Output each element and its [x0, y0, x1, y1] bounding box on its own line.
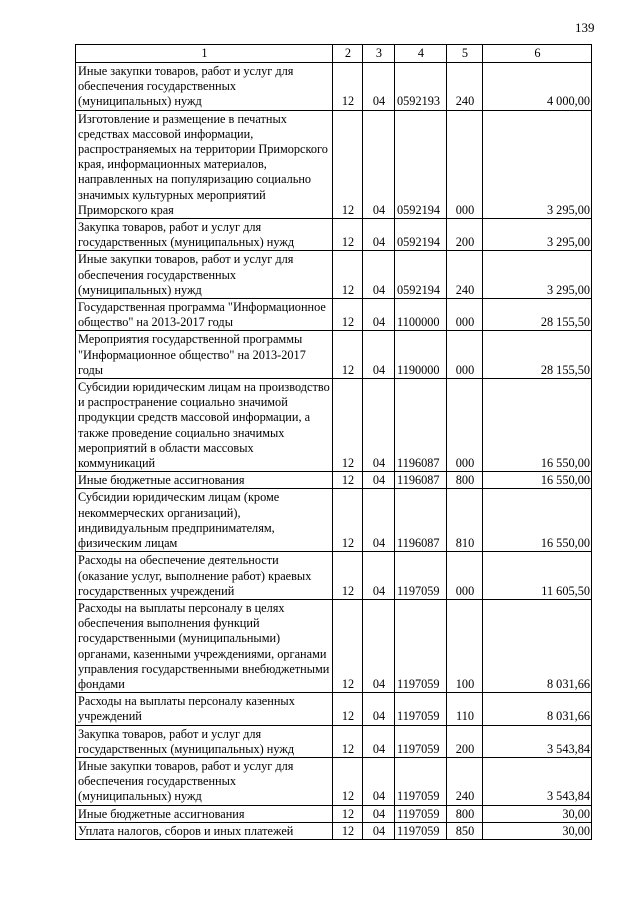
expense-type-cell: 100: [447, 599, 483, 692]
section-code-cell: 12: [333, 725, 363, 757]
amount-cell: 16 550,00: [483, 472, 592, 489]
table-row: [76, 489, 592, 552]
amount-cell: 3 295,00: [483, 219, 592, 251]
row-name-cell: Расходы на выплаты персоналу казенных учреждений: [76, 693, 333, 725]
subsection-code-cell: 04: [363, 599, 395, 692]
section-code-cell: 12: [333, 219, 363, 251]
target-article-cell: 1197059: [395, 693, 447, 725]
subsection-code-cell: 04: [363, 472, 395, 489]
row-name-cell: Мероприятия государственной программы "Информационное общество" на 2013-2017 годы: [76, 331, 333, 379]
table-row: [76, 725, 592, 757]
column-header: 6: [483, 45, 592, 63]
table-row: [76, 822, 592, 839]
section-code-cell: 12: [333, 693, 363, 725]
section-code-cell: 12: [333, 299, 363, 331]
amount-cell: 8 031,66: [483, 693, 592, 725]
target-article-cell: 1196087: [395, 472, 447, 489]
amount-cell: 8 031,66: [483, 599, 592, 692]
row-name-cell: Субсидии юридическим лицам на производство и распространение социально значимой продукции средств массовой информации, а также проведение социально значимых мероприятий в области массовых коммуникаций: [76, 379, 333, 472]
expense-type-cell: 200: [447, 219, 483, 251]
subsection-code-cell: 04: [363, 63, 395, 111]
amount-cell: 28 155,50: [483, 299, 592, 331]
target-article-cell: 1190000: [395, 331, 447, 379]
expense-type-cell: 850: [447, 822, 483, 839]
subsection-code-cell: 04: [363, 331, 395, 379]
target-article-cell: 0592194: [395, 110, 447, 218]
row-name-cell: Иные закупки товаров, работ и услуг для обеспечения государственных (муниципальных) нужд: [76, 757, 333, 805]
target-article-cell: 1196087: [395, 379, 447, 472]
row-name-cell: Субсидии юридическим лицам (кроме некоммерческих организаций), индивидуальным предпринимателям, физическим лицам: [76, 489, 333, 552]
table-row: [76, 693, 592, 725]
subsection-code-cell: 04: [363, 110, 395, 218]
budget-table: [75, 44, 592, 840]
expense-type-cell: 110: [447, 693, 483, 725]
section-code-cell: 12: [333, 822, 363, 839]
amount-cell: 3 543,84: [483, 757, 592, 805]
amount-cell: 3 543,84: [483, 725, 592, 757]
expense-type-cell: 000: [447, 331, 483, 379]
target-article-cell: 1197059: [395, 822, 447, 839]
row-name-cell: Закупка товаров, работ и услуг для государственных (муниципальных) нужд: [76, 725, 333, 757]
expense-type-cell: 000: [447, 299, 483, 331]
subsection-code-cell: 04: [363, 379, 395, 472]
subsection-code-cell: 04: [363, 822, 395, 839]
column-header: 5: [447, 45, 483, 63]
section-code-cell: 12: [333, 63, 363, 111]
target-article-cell: 1197059: [395, 552, 447, 600]
subsection-code-cell: 04: [363, 219, 395, 251]
row-name-cell: Расходы на обеспечение деятельности (оказание услуг, выполнение работ) краевых государственных учреждений: [76, 552, 333, 600]
row-name-cell: Государственная программа "Информационное общество" на 2013-2017 годы: [76, 299, 333, 331]
row-name-cell: Изготовление и размещение в печатных средствах массовой информации, распространяемых на территории Приморского края, информационных материалов, направленных на популяризацию социально значимых культурных мероприятий Приморского края: [76, 110, 333, 218]
table-header-row: [76, 45, 592, 63]
table-row: [76, 251, 592, 299]
table-row: [76, 331, 592, 379]
expense-type-cell: 000: [447, 552, 483, 600]
table-row: [76, 599, 592, 692]
section-code-cell: 12: [333, 472, 363, 489]
section-code-cell: 12: [333, 489, 363, 552]
row-name-cell: Расходы на выплаты персоналу в целях обеспечения выполнения функций государственными (муниципальными) органами, казенными учреждениями, органами управления государственными внебюджетными фондами: [76, 599, 333, 692]
expense-type-cell: 000: [447, 110, 483, 218]
amount-cell: 3 295,00: [483, 110, 592, 218]
row-name-cell: Иные бюджетные ассигнования: [76, 805, 333, 822]
table-row: [76, 757, 592, 805]
subsection-code-cell: 04: [363, 805, 395, 822]
amount-cell: 30,00: [483, 822, 592, 839]
table-row: [76, 299, 592, 331]
expense-type-cell: 800: [447, 805, 483, 822]
target-article-cell: 1197059: [395, 805, 447, 822]
expense-type-cell: 240: [447, 63, 483, 111]
table-row: [76, 110, 592, 218]
expense-type-cell: 200: [447, 725, 483, 757]
table-row: [76, 63, 592, 111]
target-article-cell: 1197059: [395, 599, 447, 692]
subsection-code-cell: 04: [363, 693, 395, 725]
subsection-code-cell: 04: [363, 251, 395, 299]
target-article-cell: 1100000: [395, 299, 447, 331]
amount-cell: 11 605,50: [483, 552, 592, 600]
table-body: [76, 45, 592, 840]
table-row: [76, 805, 592, 822]
section-code-cell: 12: [333, 757, 363, 805]
amount-cell: 4 000,00: [483, 63, 592, 111]
page-number: 139: [575, 20, 595, 35]
amount-cell: 28 155,50: [483, 331, 592, 379]
expense-type-cell: 000: [447, 379, 483, 472]
table-row: [76, 219, 592, 251]
expense-type-cell: 240: [447, 757, 483, 805]
amount-cell: 16 550,00: [483, 489, 592, 552]
subsection-code-cell: 04: [363, 725, 395, 757]
section-code-cell: 12: [333, 599, 363, 692]
subsection-code-cell: 04: [363, 299, 395, 331]
target-article-cell: 0592193: [395, 63, 447, 111]
column-header: 2: [333, 45, 363, 63]
amount-cell: 3 295,00: [483, 251, 592, 299]
target-article-cell: 1197059: [395, 757, 447, 805]
section-code-cell: 12: [333, 331, 363, 379]
subsection-code-cell: 04: [363, 757, 395, 805]
section-code-cell: 12: [333, 110, 363, 218]
table-row: [76, 379, 592, 472]
expense-type-cell: 810: [447, 489, 483, 552]
section-code-cell: 12: [333, 379, 363, 472]
target-article-cell: 0592194: [395, 251, 447, 299]
subsection-code-cell: 04: [363, 489, 395, 552]
target-article-cell: 1197059: [395, 725, 447, 757]
row-name-cell: Иные закупки товаров, работ и услуг для обеспечения государственных (муниципальных) нужд: [76, 63, 333, 111]
target-article-cell: 0592194: [395, 219, 447, 251]
amount-cell: 30,00: [483, 805, 592, 822]
column-header: 4: [395, 45, 447, 63]
row-name-cell: Закупка товаров, работ и услуг для государственных (муниципальных) нужд: [76, 219, 333, 251]
section-code-cell: 12: [333, 805, 363, 822]
expense-type-cell: 800: [447, 472, 483, 489]
table-row: [76, 472, 592, 489]
section-code-cell: 12: [333, 251, 363, 299]
section-code-cell: 12: [333, 552, 363, 600]
row-name-cell: Иные бюджетные ассигнования: [76, 472, 333, 489]
table-row: [76, 552, 592, 600]
expense-type-cell: 240: [447, 251, 483, 299]
amount-cell: 16 550,00: [483, 379, 592, 472]
target-article-cell: 1196087: [395, 489, 447, 552]
column-header: 3: [363, 45, 395, 63]
row-name-cell: Иные закупки товаров, работ и услуг для обеспечения государственных (муниципальных) нужд: [76, 251, 333, 299]
row-name-cell: Уплата налогов, сборов и иных платежей: [76, 822, 333, 839]
column-header: 1: [76, 45, 333, 63]
subsection-code-cell: 04: [363, 552, 395, 600]
